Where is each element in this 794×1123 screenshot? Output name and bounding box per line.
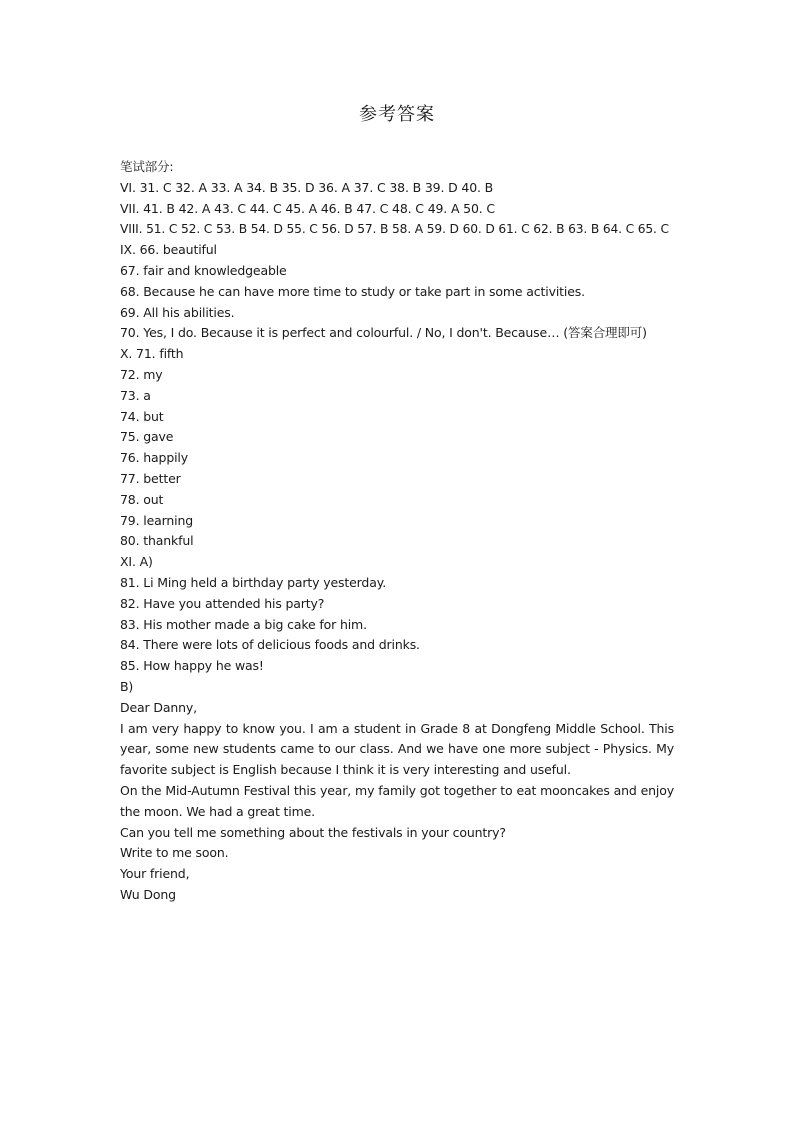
letter-paragraph-2: On the Mid-Autumn Festival this year, my family got together to eat mooncakes and enjoy the moon. We had a great time. [120,782,674,819]
answer-xi-85: 85. How happy he was! [120,658,264,674]
letter-signature: Wu Dong [120,886,176,902]
answer-x-71: X. 71. fifth [120,346,184,362]
answer-xi-81: 81. Li Ming held a birthday party yesterday. [120,574,387,590]
answer-xi-b-label: B) [120,678,134,694]
answer-x-80: 80. thankful [120,533,194,549]
answers-viii: VIII. 51. C 52. C 53. B 54. D 55. C 56. D 57. B 58. A 59. D 60. D 61. C 62. B 63. B 64. C 65. C [120,222,669,237]
answer-x-73: 73. a [120,387,151,403]
answer-xi-83: 83. His mother made a big cake for him. [120,616,367,632]
answer-x-75: 75. gave [120,429,174,445]
section-heading: 笔试部分: [120,159,174,174]
answer-ix-70: 70. Yes, I do. Because it is perfect and colourful. / No, I don't. Because… (答案合理即可) [120,325,647,341]
answers-vii: VII. 41. B 42. A 43. C 44. C 45. A 46. B 47. C 48. C 49. A 50. C [120,200,496,216]
letter-paragraph-1: I am very happy to know you. I am a student in Grade 8 at Dongfeng Middle School. This year, some new students came to our class. And we have one more subject - Physics. My favorite subject is English because I think it is very interesting and useful. [120,720,674,778]
answer-x-76: 76. happily [120,450,188,466]
answers-vi: VI. 31. C 32. A 33. A 34. B 35. D 36. A 37. C 38. B 39. D 40. B [120,179,494,195]
letter-paragraph-3: Can you tell me something about the festivals in your country? [120,824,506,840]
answer-content [120,157,674,906]
answer-ix-69: 69. All his abilities. [120,304,235,320]
answer-ix-68: 68. Because he can have more time to study or take part in some activities. [120,283,585,299]
answer-x-77: 77. better [120,470,181,486]
letter-closing: Your friend, [120,866,190,882]
letter-paragraph-4: Write to me soon. [120,845,229,861]
answer-x-74: 74. but [120,408,164,424]
answer-x-79: 79. learning [120,512,194,528]
answer-xi-a-label: XI. A) [120,554,153,570]
letter-greeting: Dear Danny, [120,699,197,715]
sample-letter [120,698,674,906]
answer-x-78: 78. out [120,491,164,507]
answer-ix-67: 67. fair and knowledgeable [120,262,287,278]
answer-xi-82: 82. Have you attended his party? [120,595,325,611]
page-title: 参考答案 [359,104,435,125]
answer-x-72: 72. my [120,366,163,382]
answer-xi-84: 84. There were lots of delicious foods and drinks. [120,637,420,653]
answer-ix-66: IX. 66. beautiful [120,242,217,258]
